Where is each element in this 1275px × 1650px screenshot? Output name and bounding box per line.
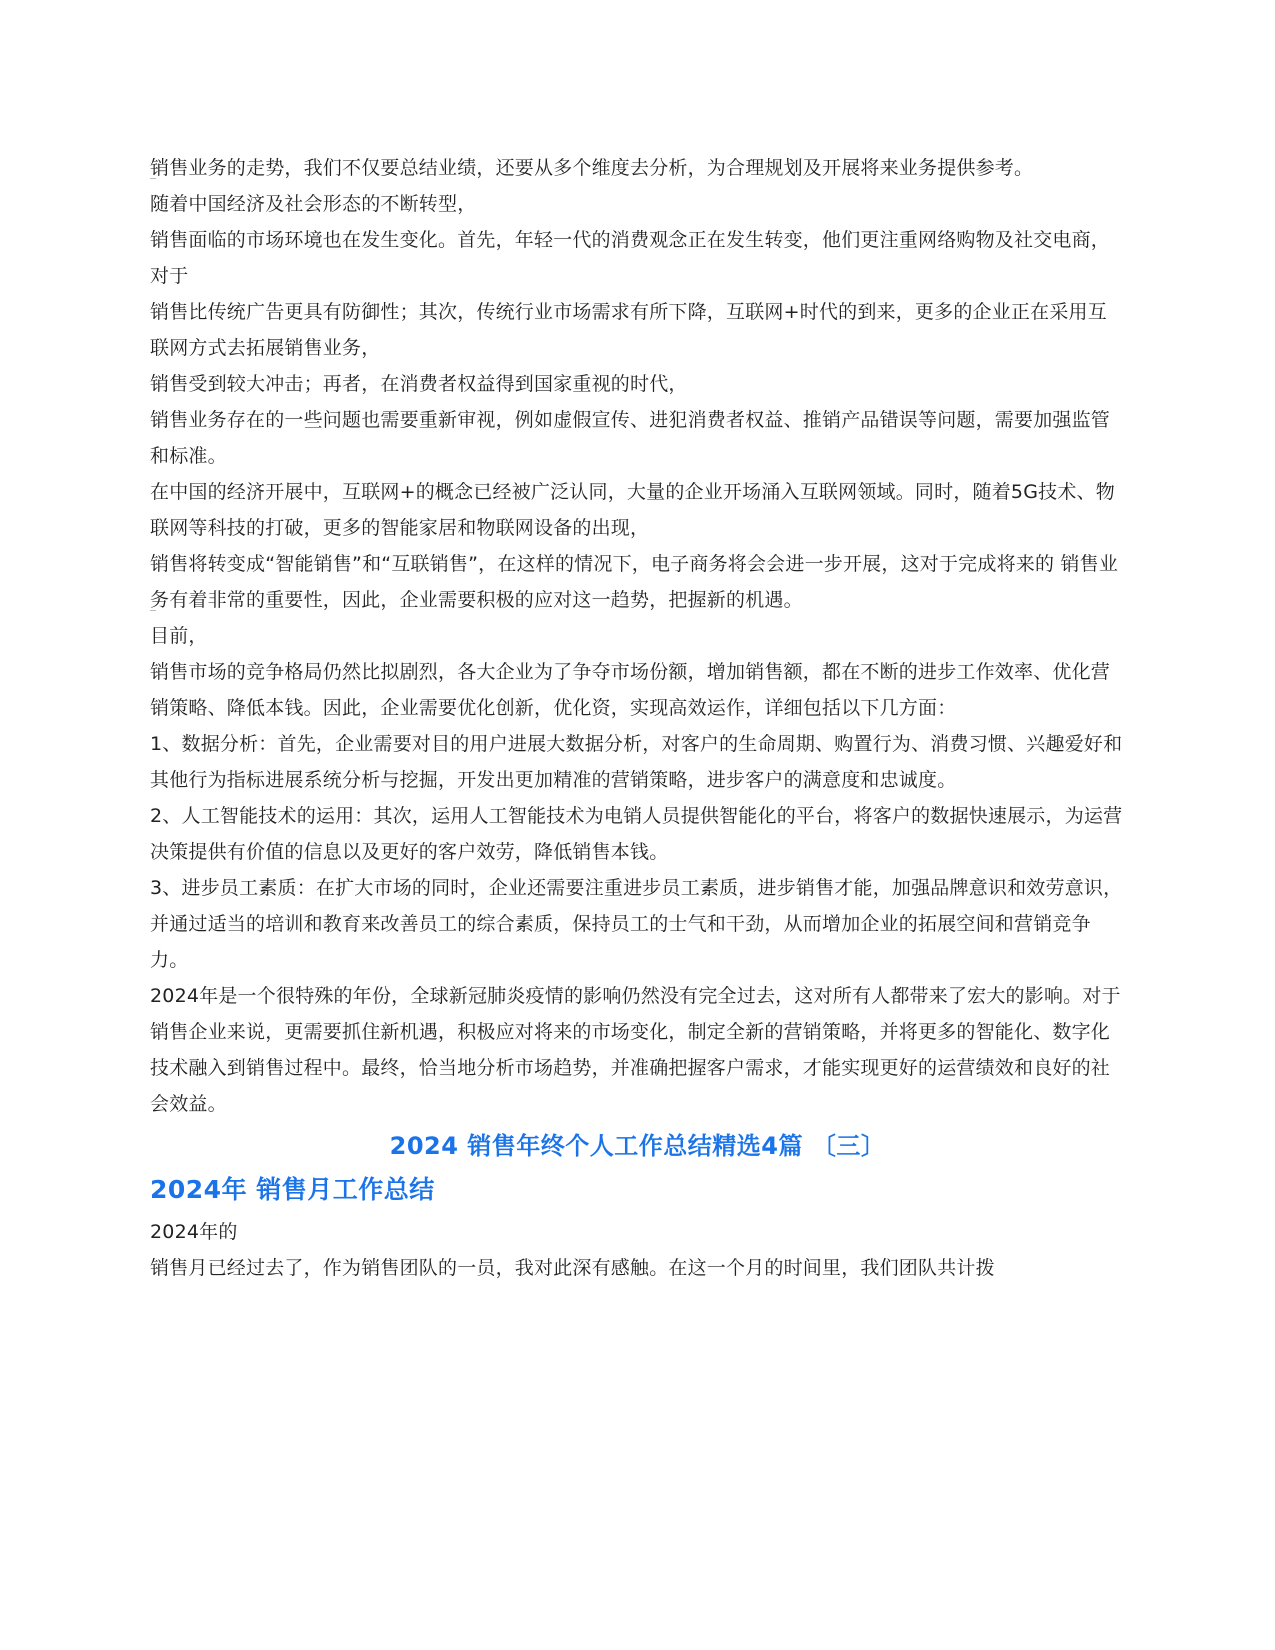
subsection-heading: 2024年 销售月工作总结 bbox=[150, 1175, 435, 1204]
paragraph: 销售将转变成“智能销售”和“互联销售”，在这样的情况下，电子商务将会会进一步开展，这对于完成将来的 销售业务有着非常的重要性，因此，企业需要积极的应对这一趋势，把握新的机遇。 bbox=[150, 553, 1119, 611]
paragraph: 销售面临的市场环境也在发生变化。首先，年轻一代的消费观念正在发生转变，他们更注重网络购物及社交电商，对于 bbox=[150, 229, 1111, 287]
paragraph: 随着中国经济及社会形态的不断转型， bbox=[150, 193, 477, 215]
paragraph: 销售月已经过去了，作为销售团队的一员，我对此深有感触。在这一个月的时间里，我们团队共计拨 bbox=[150, 1257, 995, 1279]
paragraph: 销售业务存在的一些问题也需要重新审视，例如虚假宣传、进犯消费者权益、推销产品错误等问题，需要加强监管和标准。 bbox=[150, 409, 1111, 467]
paragraph: 在中国的经济开展中，互联网+的概念已经被广泛认同，大量的企业开场涌入互联网领域。同时，随着5G技术、物联网等科技的打破，更多的智能家居和物联网设备的出现， bbox=[150, 481, 1115, 539]
section-heading: 2024 销售年终个人工作总结精选4篇 〔三〕 bbox=[389, 1132, 886, 1160]
paragraph: 目前， bbox=[150, 625, 208, 647]
paragraph: 销售业务的走势，我们不仅要总结业绩，还要从多个维度去分析，为合理规划及开展将来业务提供参考。 bbox=[150, 157, 1034, 179]
paragraph: 销售比传统广告更具有防御性；其次，传统行业市场需求有所下降，互联网+时代的到来，更多的企业正在采用互联网方式去拓展销售业务， bbox=[150, 301, 1107, 359]
paragraph: 销售市场的竞争格局仍然比拟剧烈，各大企业为了争夺市场份额，增加销售额，都在不断的进步工作效率、优化营销策略、降低本钱。因此，企业需要优化创新，优化资，实现高效运作，详细包括以下几方面： bbox=[150, 661, 1111, 719]
list-item: 2、人工智能技术的运用：其次，运用人工智能技术为电销人员提供智能化的平台，将客户的数据快速展示，为运营决策提供有价值的信息以及更好的客户效劳，降低销售本钱。 bbox=[150, 805, 1123, 863]
list-item: 3、进步员工素质：在扩大市场的同时，企业还需要注重进步员工素质，进步销售才能，加强品牌意识和效劳意识，并通过适当的培训和教育来改善员工的综合素质，保持员工的士气和干劲，从而增加企业的拓展空间和营销竞争力。 bbox=[150, 877, 1123, 971]
list-item: 1、数据分析：首先，企业需要对目的用户进展大数据分析，对客户的生命周期、购置行为、消费习惯、兴趣爱好和其他行为指标进展系统分析与挖掘，开发出更加精准的营销策略，进步客户的满意度和忠诚度。 bbox=[150, 733, 1123, 791]
document-page bbox=[150, 150, 1125, 1286]
paragraph: 2024年的 bbox=[150, 1221, 238, 1243]
paragraph: 销售受到较大冲击；再者，在消费者权益得到国家重视的时代， bbox=[150, 373, 688, 395]
paragraph: 销售企业来说，更需要抓住新机遇，积极应对将来的市场变化，制定全新的营销策略，并将更多的智能化、数字化技术融入到销售过程中。最终，恰当地分析市场趋势，并准确把握客户需求，才能实现更好的运营绩效和良好的社会效益。 bbox=[150, 1021, 1111, 1115]
paragraph: 2024年是一个很特殊的年份，全球新冠肺炎疫情的影响仍然没有完全过去，这对所有人都带来了宏大的影响。对于 bbox=[150, 985, 1121, 1007]
